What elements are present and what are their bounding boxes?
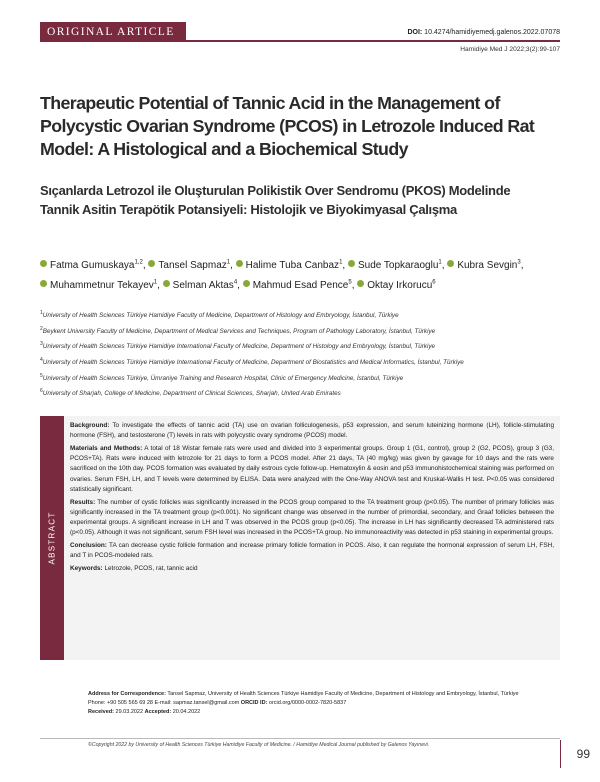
affiliation-text: University of Health Sciences Türkiye Hamidiye International Faculty of Medicine, Department of Histology and Embryology, İstanbul, Türkiye (42, 343, 435, 351)
author-name: Oktay Irkorucu (367, 280, 433, 292)
correspondence-label: Address for Correspondence: (88, 691, 166, 697)
affiliation-text: University of Health Sciences Türkiye, Ümraniye Training and Research Hospital, Clinic of Emergency Medicine, İstanbul, Türkiye (42, 374, 404, 382)
author[interactable] (243, 280, 355, 291)
author-affiliation: 6 (432, 279, 436, 286)
author-affiliation: 1 (339, 260, 343, 266)
orcid-value[interactable]: orcid.org/0000-0002-7820-5837 (267, 699, 347, 706)
affiliation-number: 6 (40, 388, 43, 395)
article-title: Therapeutic Potential of Tannic Acid in the Management of Polycystic Ovarian Syndrome (PCOS) in Letrozole Induced Rat Model: A Histological and a Biochemical Study (40, 93, 535, 159)
accepted-date: 20.04.2022 (171, 708, 201, 715)
orcid-icon[interactable] (447, 260, 454, 267)
orcid-label: ORCID ID: (240, 699, 268, 706)
author-name: Selman Aktas (172, 280, 234, 292)
author-name: Sude Topkaraoglu (357, 260, 439, 272)
affiliation (40, 354, 570, 370)
author-separator: , (157, 280, 160, 292)
orcid-icon[interactable] (348, 260, 355, 267)
doi[interactable] (407, 29, 560, 36)
author-name: Halime Tuba Canbaz (245, 260, 340, 272)
doi-label: DOI: (407, 29, 423, 36)
affiliation-number: 5 (40, 372, 43, 379)
abstract-text: TA can decrease cystic follicle formation and increase primary follicle formation in PCOS. Also, it can regulate the hormonal expression of serum LH, FSH, and T in PCOS-modeled rats. (70, 542, 554, 560)
author-affiliation: 1 (438, 260, 442, 266)
abstract-section-methods (70, 444, 554, 495)
affiliation (40, 370, 570, 386)
correspondence-block (88, 690, 558, 717)
author[interactable] (236, 260, 346, 271)
received-label: Received: (88, 708, 114, 715)
author-list (40, 255, 565, 295)
affiliation-text: University of Health Sciences Türkiye Hamidiye International Faculty of Medicine, Department of Biostatistics and Medical Informatics, İstanbul, Türkiye (42, 359, 464, 367)
author-name: Muhammetnur Tekayev (50, 280, 154, 292)
affiliation (40, 338, 570, 354)
abstract-body (70, 421, 554, 577)
author-affiliation: 5 (348, 279, 352, 286)
author-name: Fatma Gumuskaya (50, 260, 135, 272)
author-separator: , (142, 260, 146, 272)
affiliation-text: University of Sharjah, College of Medicine, Department of Clinical Sciences, Sharjah, United Arab Emirates (42, 390, 341, 398)
orcid-icon[interactable] (236, 260, 243, 267)
author[interactable] (447, 260, 523, 271)
author-affiliation: 1,2 (134, 260, 143, 266)
abstract-section-background (70, 421, 554, 441)
author-name: Kubra Sevgin (457, 260, 518, 272)
author[interactable] (40, 260, 146, 271)
orcid-icon[interactable] (357, 280, 364, 287)
abstract-heading: Results: (70, 498, 96, 506)
author[interactable] (348, 260, 445, 271)
article-title-turkish: Sıçanlarda Letrozol ile Oluşturulan Polikistik Over Sendromu (PKOS) Modelinde Tannik Asitin Terapötik Potansiyeli: Histolojik ve Biyokimyasal Çalışma (40, 183, 511, 217)
author-name: Tansel Sapmaz (158, 260, 227, 272)
affiliation-number: 2 (40, 325, 43, 332)
doi-value: 10.4274/hamidiyemedj.galenos.2022.07078 (424, 29, 560, 36)
abstract-label: ABSTRACT (47, 511, 57, 565)
author-separator: , (237, 280, 240, 292)
page-number: 99 (576, 747, 590, 761)
abstract-text: To investigate the effects of tannic acid (TA) use on ovarian folliculogenesis, p53 expression, and serum luteinizing hormone (LH), follicle-stimulating hormone (FSH), and testosterone (T) levels in rats with polycystic ovary syndrome (PCOS) model. (70, 422, 554, 440)
phone-email[interactable]: Phone: +90 505 565 69 28 E-mail: sapmaz.tansel@gmail.com (88, 699, 241, 706)
correspondence-contact (88, 699, 558, 708)
abstract-text: Letrozole, PCOS, rat, tannic acid (102, 565, 198, 573)
author-name: Mahmud Esad Pence (252, 280, 349, 292)
author[interactable] (357, 280, 435, 291)
author-affiliation: 1 (226, 260, 231, 266)
author-separator: , (230, 260, 233, 272)
affiliation-text: University of Health Sciences Türkiye Hamidiye Faculty of Medicine, Department of Histology and Embryology, İstanbul, Türkiye (42, 312, 399, 320)
affiliation-number: 4 (40, 357, 43, 364)
abstract-section-conclusion (70, 541, 554, 561)
author-separator: , (342, 260, 346, 272)
author-affiliation: 1 (153, 279, 158, 286)
footer-rule (40, 738, 560, 739)
abstract-section-keywords (70, 564, 554, 574)
abstract-text: A total of 18 Wistar female rats were used and divided into 3 experimental groups. Group 1 (G1, control), group 2 (G2, PCOS), group 3 (G3, PCOS+TA). Rats were induced with letrozole for 21 days to form a PCOS model. After 21 days, TA (40 mg/kg) was given by gavage for 10 days and the rats were sacrificed on the 10th day. PCOS formation was evaluated by daily estrous cycle follow-up. Hematoxylin & eosin and p53 immunohistochemical staining was performed on ovaries. Serum FSH, LH, and T levels were determined by ELISA. Data were analyzed with the One-Way ANOVA test and Kruskal-Wallis H test. P<0.05 was considered statistically significant. (70, 445, 554, 493)
orcid-icon[interactable] (148, 260, 155, 267)
author-separator: , (441, 260, 445, 272)
header-rule (186, 40, 560, 42)
affiliation-number: 3 (40, 341, 43, 348)
abstract-heading: Background: (70, 422, 110, 429)
correspondence-address (88, 690, 558, 699)
author-affiliation: 3 (517, 260, 521, 266)
affiliation (40, 323, 570, 339)
affiliation (40, 385, 570, 401)
received-accepted (88, 708, 558, 717)
abstract-heading: Materials and Methods: (70, 445, 143, 452)
orcid-icon[interactable] (40, 280, 47, 287)
author-separator: , (520, 260, 524, 272)
article-type-badge: ORIGINAL ARTICLE (40, 22, 186, 42)
abstract-heading: Conclusion: (70, 542, 107, 550)
affiliation-number: 1 (40, 310, 43, 316)
author[interactable] (148, 260, 233, 271)
orcid-icon[interactable] (163, 280, 170, 287)
abstract-text: The number of cystic follicles was significantly increased in the PCOS group compared to the TA treatment group (p<0.05). The number of primary follicles was significantly increased in the TA treatment group (p<0.001). No significant change was observed in the number of primordial, secondary, and Graaf follicles between the experimental groups. A significant increase in LH and T was observed in the PCOS group (p<0.05). The increase in LH has significantly decreased TA administered rats (p<0.05). Although it was not significant, serum FSH level was increased in the PCOS+TA group. No immunoreactivity was detected in p53 staining in experimental groups. (70, 498, 554, 537)
abstract-heading: Keywords: (70, 565, 103, 573)
author[interactable] (40, 280, 160, 291)
affiliation-text: Beykent University Faculty of Medicine, Department of Medical Services and Techniques, Program of Pathology Laboratory, İstanbul, Türkiye (42, 327, 436, 335)
correspondence-text: Tansel Sapmaz, University of Health Sciences Türkiye Hamidiye Faculty of Medicine, Department of Histology and Embryology, İstanbul, Türkiye (165, 691, 519, 697)
author-affiliation: 4 (233, 279, 238, 286)
orcid-icon[interactable] (243, 280, 250, 287)
orcid-icon[interactable] (40, 260, 47, 267)
abstract-section-results (70, 498, 554, 539)
affiliation (40, 307, 570, 323)
accepted-label: Accepted: (144, 708, 172, 715)
received-date: 29.03.2022 (114, 708, 145, 715)
journal-reference: Hamidiye Med J 2022;3(2):99-107 (460, 46, 560, 53)
affiliation-list (40, 307, 570, 401)
author[interactable] (163, 280, 240, 291)
author-separator: , (351, 280, 355, 292)
copyright: ©Copyright 2022 by University of Health Sciences Türkiye Hamidiye Faculty of Medicine. / Hamidiye Medical Journal published by Galenos Yayınevi. (88, 742, 430, 748)
